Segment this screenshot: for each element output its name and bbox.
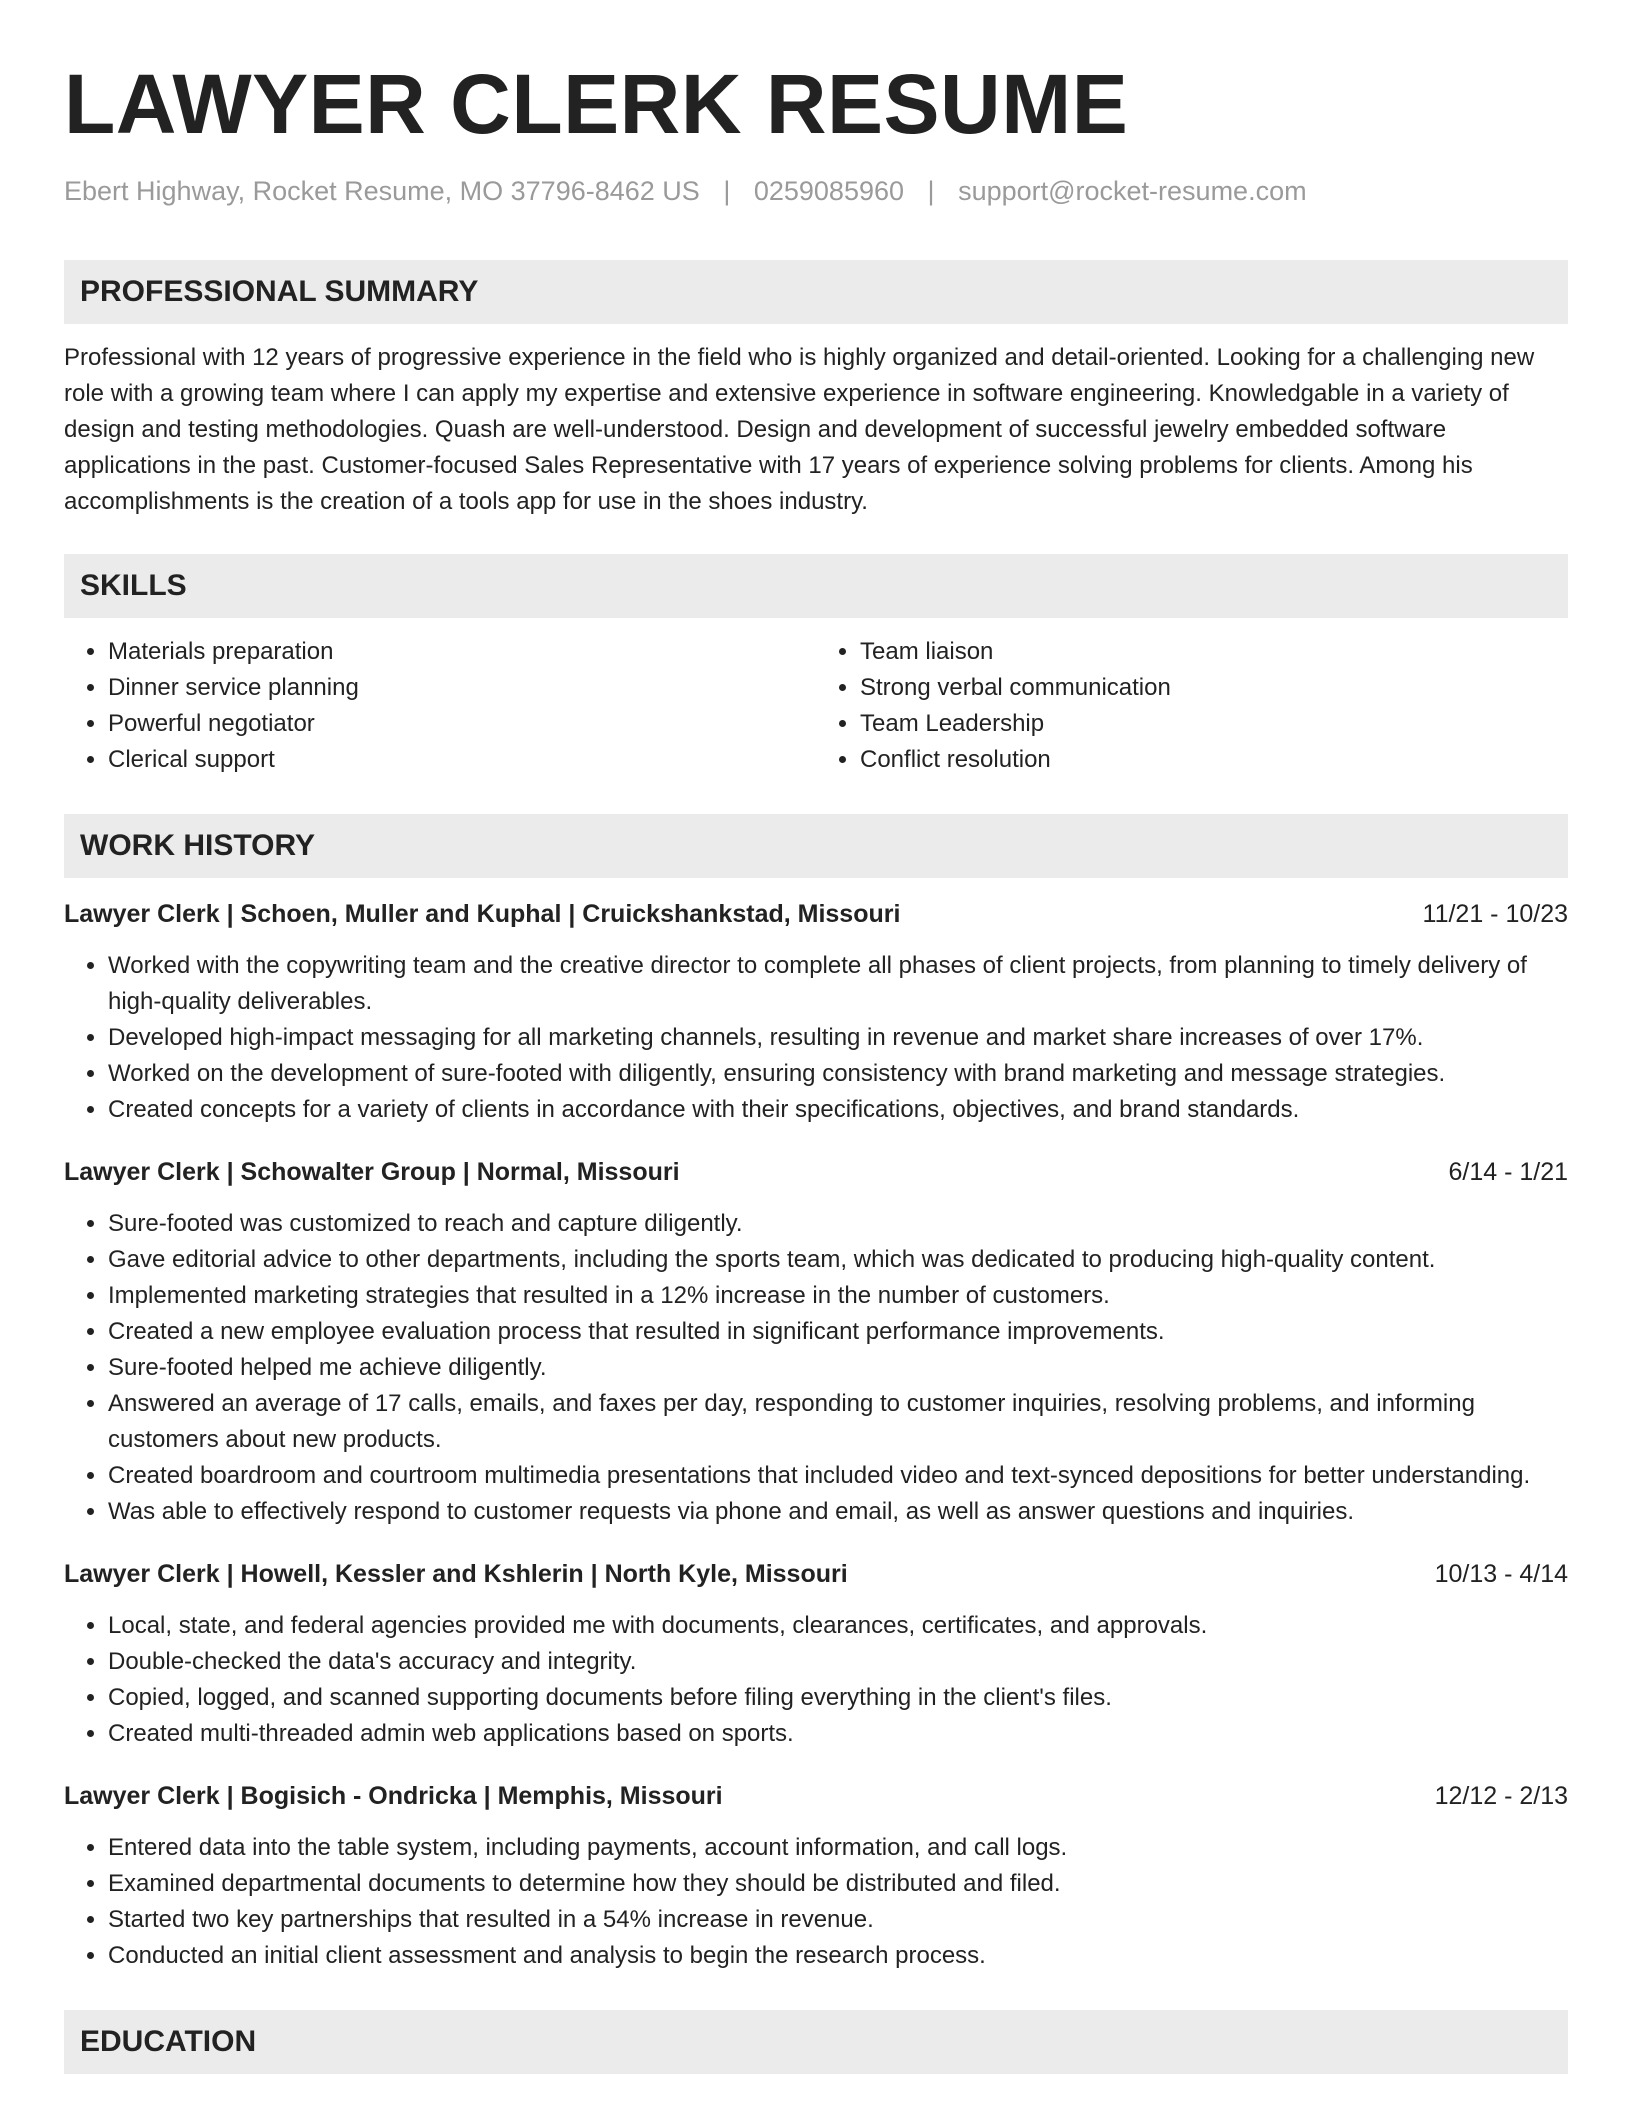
resume-title: LAWYER CLERK RESUME bbox=[64, 57, 1129, 151]
job-bullet: • Developed high-impact messaging for all marketing channels, resulting in revenue and market share increases of over 17%. bbox=[108, 1020, 1568, 1056]
job-bullet: • Local, state, and federal agencies provided me with documents, clearances, certificates, and approvals. bbox=[108, 1608, 1568, 1644]
job-bullet: • Conducted an initial client assessment and analysis to begin the research process. bbox=[108, 1938, 1568, 1974]
job-bullet: • Implemented marketing strategies that resulted in a 12% increase in the number of customers. bbox=[108, 1278, 1568, 1314]
job-header bbox=[64, 1154, 1568, 1190]
skill-item: • Team liaison bbox=[860, 634, 1568, 670]
section-header-education: EDUCATION bbox=[64, 2010, 1568, 2074]
skill-item: • Conflict resolution bbox=[860, 742, 1568, 778]
job-bullets bbox=[64, 1608, 1568, 1752]
job-title: Lawyer Clerk | Schowalter Group | Normal, Missouri bbox=[64, 1158, 680, 1186]
summary-text: Professional with 12 years of progressive experience in the field who is highly organized and detail-oriented. Looking for a challenging new role with a growing team where I can apply my expertise and extensive experience in software engineering. Knowledgable in a variety of design and testing methodologies. Quash are well-understood. Design and development of successful jewelry embedded software applications in the past. Customer-focused Sales Representative with 17 years of experience solving problems for clients. Among his accomplishments is the creation of a tools app for use in the shoes industry. bbox=[64, 344, 1535, 515]
job-bullet: • Double-checked the data's accuracy and integrity. bbox=[108, 1644, 1568, 1680]
job-title: Lawyer Clerk | Howell, Kessler and Kshlerin | North Kyle, Missouri bbox=[64, 1560, 848, 1588]
job-entry bbox=[64, 1154, 1568, 1530]
job-header bbox=[64, 1778, 1568, 1814]
contact-separator: | bbox=[723, 176, 731, 206]
job-header bbox=[64, 1556, 1568, 1592]
skill-item: • Dinner service planning bbox=[108, 670, 816, 706]
job-dates: 11/21 - 10/23 bbox=[1422, 900, 1568, 928]
contact-phone: 0259085960 bbox=[753, 176, 905, 206]
skill-item: • Materials preparation bbox=[108, 634, 816, 670]
job-bullets bbox=[64, 1830, 1568, 1974]
skill-item: • Strong verbal communication bbox=[860, 670, 1568, 706]
job-dates: 6/14 - 1/21 bbox=[1448, 1158, 1568, 1186]
job-bullet: • Gave editorial advice to other departments, including the sports team, which was dedicated to producing high-quality content. bbox=[108, 1242, 1568, 1278]
job-bullets bbox=[64, 1206, 1568, 1530]
job-bullets bbox=[64, 948, 1568, 1128]
skills-column-left bbox=[64, 634, 816, 778]
job-bullet: • Answered an average of 17 calls, emails, and faxes per day, responding to customer inquiries, resolving problems, and informing customers about new products. bbox=[108, 1386, 1568, 1458]
section-header-professional-summary: PROFESSIONAL SUMMARY bbox=[64, 260, 1568, 324]
job-title: Lawyer Clerk | Bogisich - Ondricka | Memphis, Missouri bbox=[64, 1782, 723, 1810]
job-bullet: • Worked with the copywriting team and the creative director to complete all phases of client projects, from planning to timely delivery of high-quality deliverables. bbox=[108, 948, 1568, 1020]
job-dates: 12/12 - 2/13 bbox=[1434, 1782, 1568, 1810]
job-bullet: • Entered data into the table system, including payments, account information, and call logs. bbox=[108, 1830, 1568, 1866]
skills-column-right bbox=[816, 634, 1568, 778]
job-header bbox=[64, 896, 1568, 932]
job-bullet: • Examined departmental documents to determine how they should be distributed and filed. bbox=[108, 1866, 1568, 1902]
job-bullet: • Created multi-threaded admin web applications based on sports. bbox=[108, 1716, 1568, 1752]
job-entry bbox=[64, 896, 1568, 1128]
section-header-work-history: WORK HISTORY bbox=[64, 814, 1568, 878]
job-entry bbox=[64, 1556, 1568, 1752]
contact-address: Ebert Highway, Rocket Resume, MO 37796-8462 US bbox=[64, 176, 700, 206]
job-bullet: • Created concepts for a variety of clients in accordance with their specifications, objectives, and brand standards. bbox=[108, 1092, 1568, 1128]
job-bullet: • Started two key partnerships that resulted in a 54% increase in revenue. bbox=[108, 1902, 1568, 1938]
contact-line bbox=[64, 174, 1568, 208]
job-bullet: • Worked on the development of sure-footed with diligently, ensuring consistency with brand marketing and message strategies. bbox=[108, 1056, 1568, 1092]
skills-list bbox=[64, 634, 1568, 778]
job-bullet: • Was able to effectively respond to customer requests via phone and email, as well as answer questions and inquiries. bbox=[108, 1494, 1568, 1530]
skill-item: • Team Leadership bbox=[860, 706, 1568, 742]
section-header-skills: SKILLS bbox=[64, 554, 1568, 618]
job-bullet: • Sure-footed was customized to reach and capture diligently. bbox=[108, 1206, 1568, 1242]
skill-item: • Clerical support bbox=[108, 742, 816, 778]
contact-separator: | bbox=[927, 176, 935, 206]
job-bullet: • Sure-footed helped me achieve diligently. bbox=[108, 1350, 1568, 1386]
job-entry bbox=[64, 1778, 1568, 1974]
job-bullet: • Created boardroom and courtroom multimedia presentations that included video and text-synced depositions for better understanding. bbox=[108, 1458, 1568, 1494]
job-title: Lawyer Clerk | Schoen, Muller and Kuphal | Cruickshankstad, Missouri bbox=[64, 900, 901, 928]
skill-item: • Powerful negotiator bbox=[108, 706, 816, 742]
job-bullet: • Created a new employee evaluation process that resulted in significant performance improvements. bbox=[108, 1314, 1568, 1350]
job-bullet: • Copied, logged, and scanned supporting documents before filing everything in the client's files. bbox=[108, 1680, 1568, 1716]
job-dates: 10/13 - 4/14 bbox=[1434, 1560, 1568, 1588]
contact-email: support@rocket-resume.com bbox=[958, 176, 1307, 206]
